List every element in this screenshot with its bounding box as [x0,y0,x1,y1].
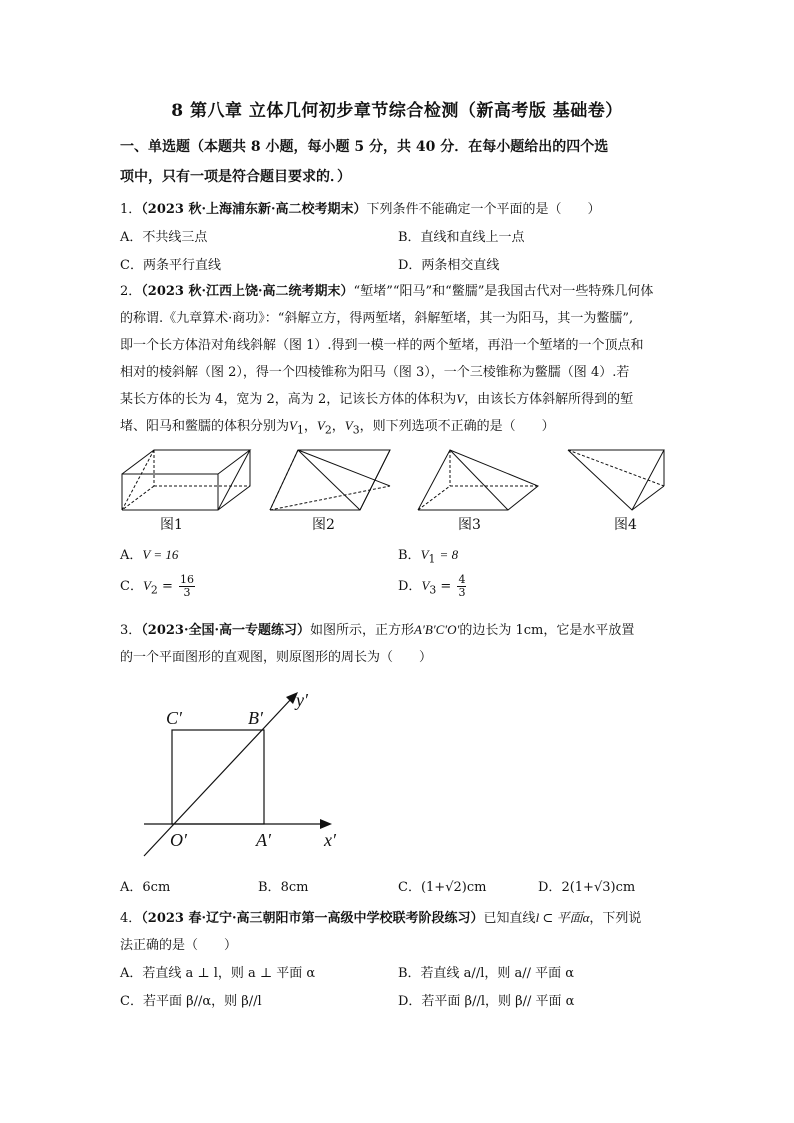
q4-expr: l ⊂ 平面 [535,910,583,925]
option-value: 6cm [142,880,171,895]
q4-option-d: D．若平面 β//l，则 β// 平面 α [398,994,575,1009]
q1-option-a: A．不共线三点 [120,230,208,245]
question-number: 4． [120,911,142,926]
var-v: V [456,391,465,406]
figure-label-4: 图4 [614,517,637,533]
figure-label-3: 图3 [458,517,481,533]
unit: cm [523,623,544,638]
option-label: D． [538,880,562,895]
question-4-line2: 法正确的是（ ） [120,938,238,953]
question-1-stem [120,198,601,217]
q2-option-c [120,574,195,599]
figure-q3-square-axes [140,684,350,859]
q1-option-b: B．直线和直线上一点 [398,230,525,245]
sub-3: 3 [352,423,360,437]
question-number: 3． [120,623,142,638]
equals: = [161,579,173,594]
figure-label-2: 图2 [312,517,335,533]
fraction [179,574,195,599]
label-o-prime: O′ [170,830,187,850]
q4-option-b: B．若直线 a//l，则 a// 平面 α [398,966,575,981]
question-source: （2023·全国·高一专题练习） [141,623,311,638]
question-number: 1． [120,202,142,217]
question-text: 下列条件不能确定一个平面的是（ ） [366,202,601,217]
question-2-line1 [120,280,653,299]
q2-text: ，则下列选项不正确的是（ ） [359,419,555,434]
q2-text: 某长方体的长为 4，宽为 2，高为 2，记该长方体的体积为 [120,392,457,407]
question-number: 2． [120,284,142,299]
q4-text: 已知直线 [483,911,536,926]
question-text: “堑堵”“阳马”和“鳖臑”是我国古代对一些特殊几何体 [353,284,654,299]
section-header-line2: 项中，只有一项是符合题目要求的．） [120,169,351,185]
q3-text: 的边长为 1 [459,623,524,638]
equals: = [440,579,452,594]
option-label: A． [120,548,143,563]
q3-option-a [120,876,170,895]
q4-option-a: A．若直线 a ⊥ l，则 a ⊥ 平面 α [120,966,316,981]
label-c-prime: C′ [166,708,182,728]
denominator: 3 [183,586,191,599]
question-2-line6 [120,415,555,437]
var-v1: V [420,547,429,562]
question-source: （2023 春·辽宁·高三朝阳市第一高级中学校联考阶段练习） [141,911,484,926]
q4-option-c: C．若平面 β//α，则 β//l [120,994,262,1009]
q2-option-a [120,544,178,563]
sub-1: 1 [296,423,304,437]
question-3-line1 [120,619,634,638]
option-label: C． [398,880,421,895]
question-2-line4: 相对的棱斜解（图 2），得一个四棱锥称为阳马（图 3），一个三棱锥称为鳖臑（图 4）.若 [120,365,630,380]
sub-1: 1 [428,552,436,566]
var-v1: V [289,418,297,433]
sub-2: 2 [150,583,158,597]
label-y-prime: y′ [296,690,308,710]
q3-text: ，它是水平放置 [543,623,635,638]
label-x-prime: x′ [324,830,336,850]
label-a-prime: A′ [256,830,271,850]
q1-option-c: C．两条平行直线 [120,258,221,273]
shape-name: A′B′C′O′ [414,622,460,637]
figure-3-yangma [416,446,540,512]
question-2-line2: 的称谓.《九章算术·商功》：“斜解立方，得两堑堵，斜解堑堵，其一为阳马，其一为鳖臑”, [120,311,634,326]
figure-4-bienao [566,446,666,512]
figure-label-1: 图1 [160,517,183,533]
option-expr: = 8 [439,547,459,562]
q2-option-b [398,544,458,566]
question-source: （2023 秋·江西上饶·高二统考期末） [141,284,354,299]
denominator: 3 [458,586,466,599]
var-v2: V [316,418,325,433]
numerator: 16 [179,573,194,586]
option-label: A． [120,880,143,895]
option-value: (1+√2)cm [420,880,487,895]
option-expr: V = 16 [142,547,179,562]
section-header-line1: 一、单选题（本题共 8 小题，每小题 5 分，共 40 分．在每小题给出的四个选 [120,139,609,155]
comma: ， [303,419,317,434]
var-v3: V [421,578,430,593]
var-v3: V [344,418,353,433]
question-2-line3: 即一个长方体沿对角线斜解（图 1）.得到一模一样的两个堑堵，再沿一个堑堵的一个顶点和 [120,338,644,353]
q2-text: ，由该长方体斜解所得到的堑 [464,392,634,407]
comma: ， [331,419,345,434]
q3-text: 如图所示，正方形 [310,623,415,638]
q3-option-c [398,876,486,895]
figure-2-prism-cut [268,446,392,512]
q4-text: ，下列说 [589,911,642,926]
option-label: B． [398,548,421,563]
q3-option-b [258,876,308,895]
figure-1-cuboid [118,446,254,512]
label-b-prime: B′ [248,708,263,728]
question-2-line5 [120,388,633,407]
option-label: D． [398,579,422,594]
option-label: B． [258,880,281,895]
sub-3: 3 [429,583,437,597]
sub-2: 2 [324,423,332,437]
fraction [457,574,466,599]
q2-text: 堵、阳马和鳖臑的体积分别为 [120,419,290,434]
q1-option-d: D．两条相交直线 [398,258,500,273]
page-title: 8 第八章 立体几何初步章节综合检测（新高考版 基础卷） [171,101,623,121]
option-value: 8cm [280,880,309,895]
q3-option-d [538,876,635,895]
alpha: α [582,910,590,925]
option-value: 2(1+√3)cm [561,880,636,895]
option-label: C． [120,579,143,594]
q2-option-d [398,574,466,599]
var-v2: V [142,578,151,593]
question-source: （2023 秋·上海浦东新·高二校考期末） [141,202,367,217]
numerator: 4 [458,573,466,586]
question-3-line2: 的一个平面图形的直观图，则原图形的周长为（ ） [120,650,433,665]
question-4-line1 [120,907,641,926]
